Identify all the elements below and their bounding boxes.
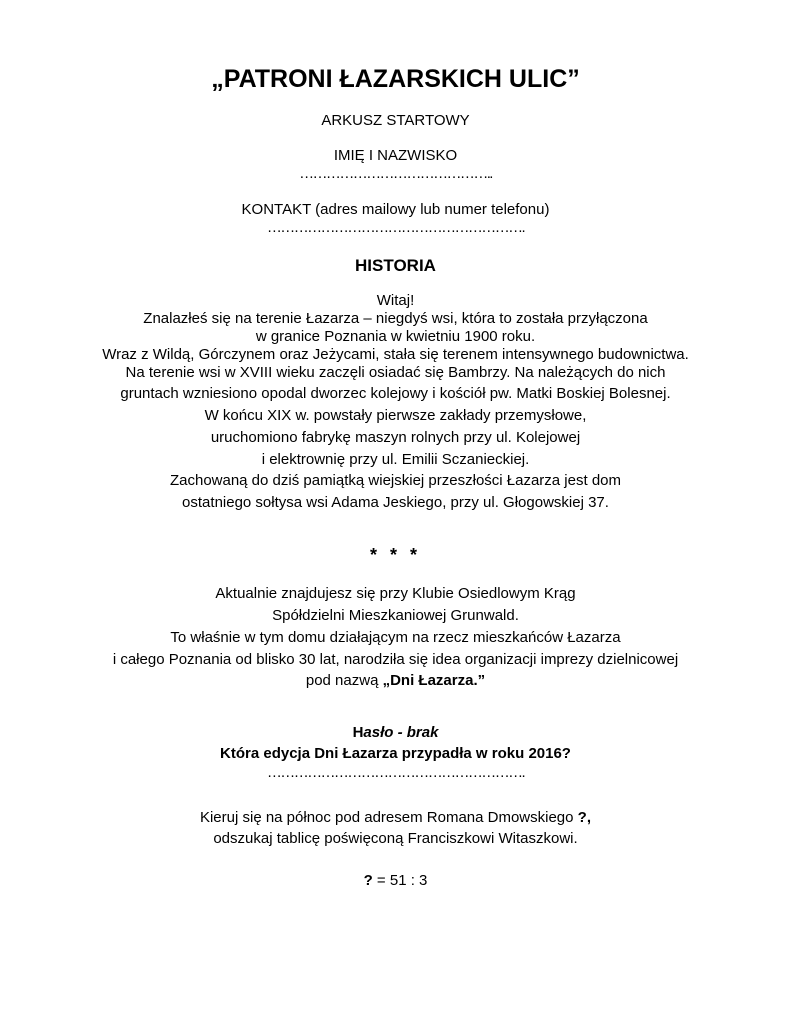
directions-unknown: ?, [577, 809, 592, 826]
event-name-prefix: pod nazwą [305, 672, 383, 689]
answer-dotted-field: …………………………………………………. [266, 764, 525, 781]
history-line: i elektrownię przy ul. Emilii Sczanieckiej. [261, 451, 530, 468]
history-line: Znalazłeś się na terenie Łazarza – niegdyś wsi, która to została przyłączona [143, 310, 648, 327]
history-line: Na terenie wsi w XVIII wieku zaczęli osiadać się Bambrzy. Na należących do nich [125, 364, 666, 381]
current-location-line: To właśnie w tym domu działającym na rzecz mieszkańców Łazarza [170, 629, 621, 646]
question: Która edycja Dni Łazarza przypadła w roku 2016? [220, 745, 571, 762]
page-title: „PATRONI ŁAZARSKICH ULIC” [211, 65, 580, 93]
history-heading: HISTORIA [355, 256, 436, 275]
current-location-line: i całego Poznania od blisko 30 lat, narodziła się idea organizacji imprezy dzielnicowej [112, 651, 679, 668]
formula-unknown: ? [363, 872, 373, 889]
password-label-rest: asło - brak [363, 724, 439, 741]
current-location-line-last [0, 672, 791, 690]
history-line: ostatniego sołtysa wsi Adama Jeskiego, przy ul. Głogowskiej 37. [182, 494, 609, 511]
directions-line-2: odszukaj tablicę poświęconą Franciszkowi Witaszkowi. [213, 830, 578, 847]
current-location-line: Aktualnie znajdujesz się przy Klubie Osiedlowym Krąg [215, 585, 576, 602]
password-label-start: H [352, 724, 364, 741]
name-dotted-field: …………………………………….. [299, 165, 492, 182]
section-separator: * * * [369, 545, 422, 565]
history-line: uruchomiono fabrykę maszyn rolnych przy ul. Kolejowej [210, 429, 581, 446]
contact-dotted-field: …………………………………………………. [266, 219, 525, 236]
directions-line [0, 809, 791, 827]
history-line: W końcu XIX w. powstały pierwsze zakłady przemysłowe, [204, 407, 587, 424]
event-name: „Dni Łazarza.” [382, 672, 486, 689]
directions-text: Kieruj się na północ pod adresem Romana Dmowskiego [199, 809, 578, 826]
current-location-line: Spółdzielni Mieszkaniowej Grunwald. [272, 607, 519, 624]
contact-label: KONTAKT (adres mailowy lub numer telefonu) [241, 201, 550, 218]
history-line: gruntach wzniesiono opodal dworzec kolejowy i kościół pw. Matki Boskiej Bolesnej. [120, 385, 671, 402]
formula [0, 872, 791, 890]
subtitle: ARKUSZ STARTOWY [321, 112, 470, 129]
formula-expression: = 51 : 3 [372, 872, 428, 889]
history-line: w granice Poznania w kwietniu 1900 roku. [255, 328, 536, 345]
name-label: IMIĘ I NAZWISKO [333, 147, 458, 164]
history-line: Wraz z Wildą, Górczynem oraz Jeżycami, stała się terenem intensywnego budownictwa. [102, 346, 689, 363]
password-label [0, 724, 791, 742]
history-line: Zachowaną do dziś pamiątką wiejskiej przeszłości Łazarza jest dom [169, 472, 622, 489]
history-line: Witaj! [376, 292, 415, 309]
